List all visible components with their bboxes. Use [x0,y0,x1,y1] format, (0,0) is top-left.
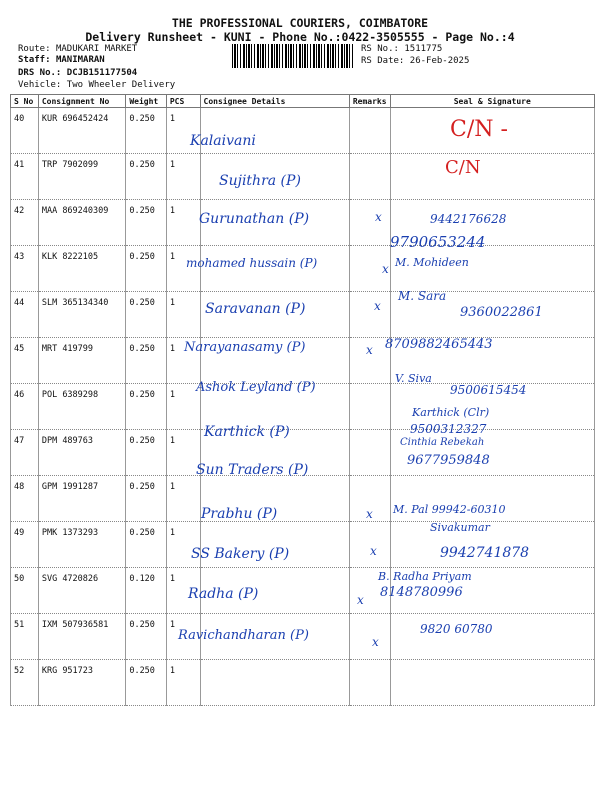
col-header-consignee: Consignee Details [200,95,349,108]
row-remarks [349,614,390,660]
row-seal-signature [390,154,594,200]
rs-date-value: 26-Feb-2025 [409,56,470,66]
row-sno: 45 [11,338,39,384]
drs-label: DRS No.: [18,68,62,78]
row-sno: 50 [11,568,39,614]
rs-no-value: 1511775 [404,44,443,54]
handwritten-signature: M. Sara [398,289,447,303]
row-weight: 0.250 [126,338,167,384]
row-consignment-no: KRG 951723 [38,660,125,706]
vehicle-line [18,80,175,90]
row-sno: 48 [11,476,39,522]
table-row [11,568,595,614]
remark-x-mark: x [366,343,373,357]
staff-value: MANIMARAN [55,55,105,65]
row-consignment-no: DPM 489763 [38,430,125,476]
cn-mark: C/N - [450,117,508,142]
handwritten-signature: B. Radha Priyam [378,570,472,583]
row-weight: 0.250 [126,430,167,476]
handwritten-signature: V. Siva [395,372,432,385]
handwritten-consignee: Karthick (P) [204,424,290,440]
row-weight: 0.250 [126,384,167,430]
row-pcs: 1 [166,522,200,568]
handwritten-signature: Cinthia Rebekah [400,437,485,448]
row-pcs: 1 [166,292,200,338]
row-weight: 0.120 [126,568,167,614]
handwritten-signature: Sivakumar [430,521,490,534]
remark-x-mark: x [372,635,379,649]
handwritten-consignee: Prabhu (P) [201,506,278,522]
handwritten-consignee: mohamed hussain (P) [186,256,318,270]
handwritten-consignee: Kalaivani [190,133,256,149]
row-sno: 41 [11,154,39,200]
handwritten-consignee: Sujithra (P) [219,173,301,189]
handwritten-signature: 9942741878 [440,545,530,561]
handwritten-signature: 9820 60780 [420,622,493,636]
handwritten-signature: 9500615454 [450,383,527,397]
staff-label: Staff: [18,55,51,65]
handwritten-consignee: Saravanan (P) [205,301,306,317]
document-title: THE PROFESSIONAL COURIERS, COIMBATORE [171,16,429,30]
col-header-seal: Seal & Signature [390,95,594,108]
row-sno: 52 [11,660,39,706]
row-sno: 46 [11,384,39,430]
handwritten-signature: 9790653244 [390,233,486,251]
handwritten-signature: 9677959848 [407,453,490,468]
row-sno: 47 [11,430,39,476]
row-remarks [349,384,390,430]
row-remarks [349,154,390,200]
drs-line [18,68,137,78]
table-row [11,154,595,200]
row-pcs: 1 [166,154,200,200]
drs-value: DCJB151177504 [66,68,138,78]
handwritten-signature: 9500312327 [410,422,487,436]
handwritten-consignee: SS Bakery (P) [191,546,290,562]
row-remarks [349,660,390,706]
remark-x-mark: x [374,299,381,313]
row-weight: 0.250 [126,154,167,200]
remark-x-mark: x [375,210,382,224]
row-remarks [349,430,390,476]
row-weight: 0.250 [126,292,167,338]
vehicle-value: Two Wheeler Delivery [66,80,176,90]
route-value: MADUKARI MARKET [55,44,138,54]
row-pcs: 1 [166,108,200,154]
row-consignment-no: PMK 1373293 [38,522,125,568]
row-sno: 42 [11,200,39,246]
row-consignment-no: SLM 365134340 [38,292,125,338]
handwritten-signature: M. Pal 99942-60310 [393,503,506,516]
handwritten-consignee: Radha (P) [188,586,259,602]
row-consignment-no: POL 6389298 [38,384,125,430]
rs-date-line [361,56,469,66]
row-consignee-details [200,660,349,706]
handwritten-consignee: Sun Traders (P) [196,462,309,478]
row-remarks [349,292,390,338]
handwritten-consignee: Ashok Leyland (P) [196,380,316,395]
row-weight: 0.250 [126,108,167,154]
col-header-consignment: Consignment No [38,95,125,108]
row-pcs: 1 [166,430,200,476]
row-sno: 49 [11,522,39,568]
row-pcs: 1 [166,614,200,660]
row-seal-signature [390,660,594,706]
row-weight: 0.250 [126,660,167,706]
handwritten-consignee: Ravichandharan (P) [178,628,309,643]
row-sno: 44 [11,292,39,338]
row-remarks [349,108,390,154]
row-seal-signature [390,614,594,660]
col-header-sno: S No [11,95,39,108]
row-weight: 0.250 [126,522,167,568]
table-row [11,476,595,522]
col-header-weight: Weight [126,95,167,108]
handwritten-signature: 8148780996 [380,585,463,600]
row-consignment-no: TRP 7902099 [38,154,125,200]
route-label: Route: [18,44,51,54]
row-pcs: 1 [166,476,200,522]
row-pcs: 1 [166,384,200,430]
table-row [11,660,595,706]
row-remarks [349,200,390,246]
row-pcs: 1 [166,660,200,706]
handwritten-signature: 9360022861 [460,305,543,320]
row-consignment-no: KUR 696452424 [38,108,125,154]
rs-no-line [361,44,442,54]
handwritten-consignee: Narayanasamy (P) [184,340,306,355]
barcode-image [232,44,354,68]
remark-x-mark: x [366,507,373,521]
handwritten-signature: M. Mohideen [395,256,469,269]
row-weight: 0.250 [126,614,167,660]
row-consignment-no: MAA 869240309 [38,200,125,246]
row-consignment-no: IXM 507936581 [38,614,125,660]
handwritten-signature: Karthick (Clr) [412,406,490,419]
cn-mark: C/N [445,157,481,178]
remark-x-mark: x [370,544,377,558]
row-sno: 40 [11,108,39,154]
row-pcs: 1 [166,246,200,292]
col-header-pcs: PCS [166,95,200,108]
handwritten-signature: 9442176628 [430,212,507,226]
row-consignment-no: SVG 4720826 [38,568,125,614]
row-sno: 51 [11,614,39,660]
row-sno: 43 [11,246,39,292]
row-weight: 0.250 [126,200,167,246]
row-pcs: 1 [166,200,200,246]
handwritten-signature: 8709882465443 [385,337,493,352]
rs-no-label: RS No.: [361,44,399,54]
row-consignment-no: MRT 419799 [38,338,125,384]
row-pcs: 1 [166,568,200,614]
row-consignment-no: GPM 1991287 [38,476,125,522]
vehicle-label: Vehicle: [18,80,62,90]
rs-date-label: RS Date: [361,56,405,66]
remark-x-mark: x [357,593,364,607]
runsheet-table [10,94,595,706]
row-pcs: 1 [166,338,200,384]
row-consignment-no: KLK 8222105 [38,246,125,292]
row-weight: 0.250 [126,246,167,292]
col-header-remarks: Remarks [349,95,390,108]
route-line [18,44,137,54]
handwritten-consignee: Gurunathan (P) [199,211,310,227]
staff-line [18,55,105,65]
row-weight: 0.250 [126,476,167,522]
remark-x-mark: x [382,262,389,276]
document-subtitle: Delivery Runsheet - KUNI - Phone No.:0422-3505555 - Page No.:4 [85,30,515,44]
table-header-row [11,95,595,108]
